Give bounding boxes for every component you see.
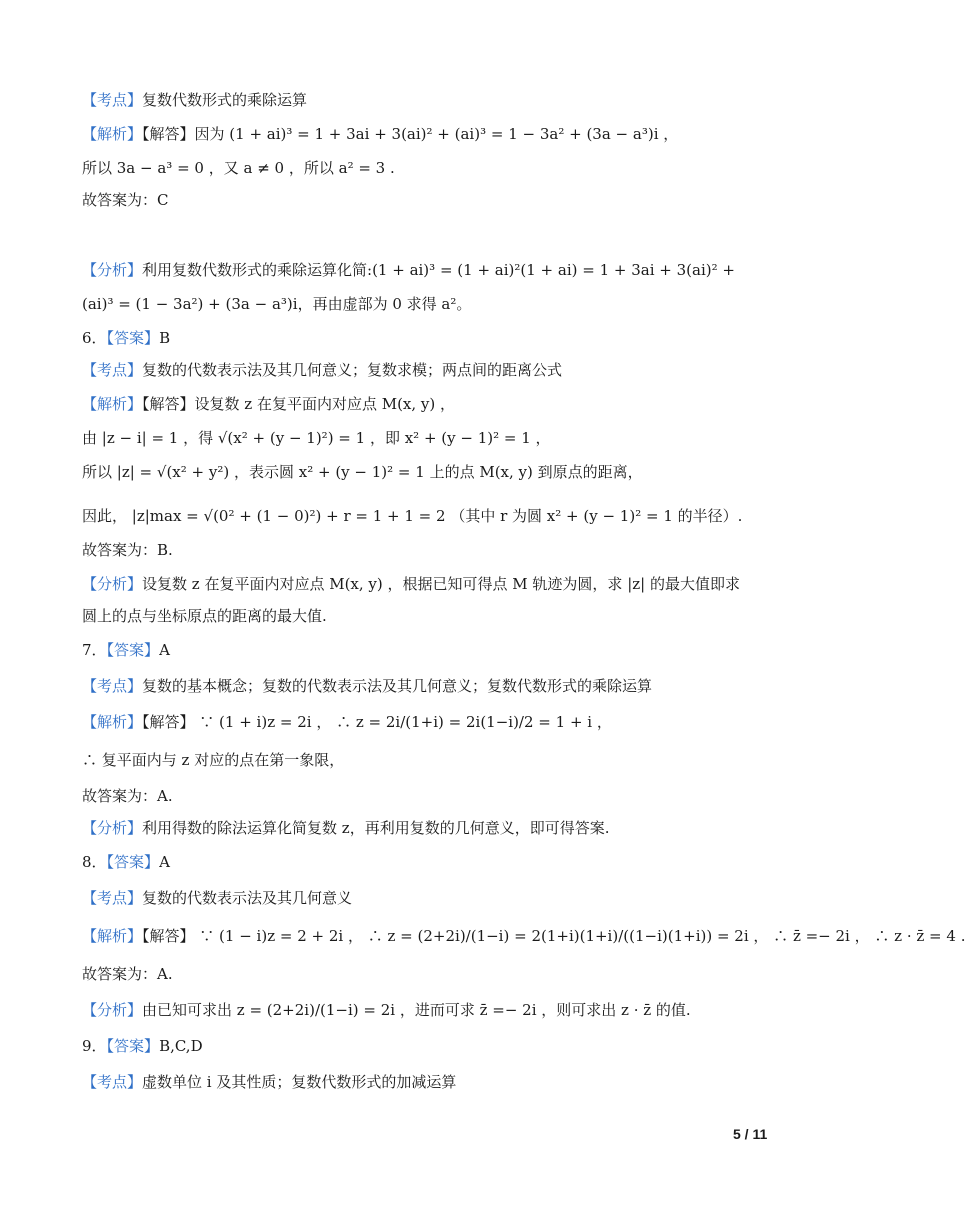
text-line (82, 926, 965, 946)
text-line (82, 750, 344, 770)
line-text: 虚数单位 i 及其性质；复数代数形式的加减运算 (142, 1073, 457, 1091)
line-text: 圆上的点与坐标原点的距离的最大值. (82, 607, 327, 625)
text-line (82, 506, 742, 526)
line-text: 所以 3a − a³ = 0 ，又 a ≠ 0 ，所以 a² = 3 . (82, 159, 395, 177)
text-line (82, 360, 562, 380)
line-text: 由已知可求出 z = (2+2i)/(1−i) = 2i ，进而可求 z̄ =− 2i ，则可求出 z · z̄ 的值. (142, 1001, 691, 1019)
text-line (82, 394, 455, 414)
line-text: 利用复数代数形式的乘除运算化简:(1 + ai)³ = (1 + ai)²(1 + ai) = 1 + 3ai + 3(ai)² + (142, 261, 735, 279)
line-text: 由 |z − i| = 1 ，得 √(x² + (y − 1)²) = 1 ，即 x² + (y − 1)² = 1 ， (82, 429, 551, 447)
section-tag: 【考点】 (82, 677, 143, 695)
text-line (82, 852, 170, 872)
line-text: 故答案为：C (82, 191, 169, 209)
text-line (82, 294, 471, 314)
section-tag: 【解析】 (82, 713, 143, 731)
section-tag: 【解析】 (82, 927, 143, 945)
section-tag: 【分析】 (82, 819, 143, 837)
line-text: A (159, 853, 170, 871)
text-line (82, 818, 609, 838)
text-line (82, 428, 551, 448)
text-line (82, 1072, 456, 1092)
question-number: 7． (82, 641, 107, 659)
section-tag: 【考点】 (82, 889, 143, 907)
text-line (82, 676, 652, 696)
line-text: 【解答】 ∵ (1 + i)z = 2i ， ∴ z = 2i/(1+i) = 2i(1−i)/2 = 1 + i ， (142, 713, 612, 731)
section-tag: 【考点】 (82, 1073, 143, 1091)
line-text: 故答案为：B. (82, 541, 173, 559)
section-tag: 【答案】 (106, 853, 160, 871)
line-text: 复数的代数表示法及其几何意义 (142, 889, 353, 907)
section-tag: 【答案】 (106, 1037, 160, 1055)
line-text: 利用得数的除法运算化简复数 z，再利用复数的几何意义，即可得答案. (142, 819, 610, 837)
text-line (82, 606, 327, 626)
line-text: 复数的基本概念；复数的代数表示法及其几何意义；复数代数形式的乘除运算 (142, 677, 653, 695)
text-line (82, 540, 173, 560)
section-tag: 【分析】 (82, 261, 143, 279)
line-text: 设复数 z 在复平面内对应点 M(x, y) ，根据已知可得点 M 轨迹为圆，求 |z| 的最大值即求 (142, 575, 740, 593)
question-number: 8． (82, 853, 107, 871)
question-number: 9． (82, 1037, 107, 1055)
text-line (82, 712, 612, 732)
line-text: A (159, 641, 170, 659)
line-text: 故答案为：A. (82, 787, 173, 805)
page-number: 5 / 11 (733, 1126, 768, 1142)
section-tag: 【解析】 (82, 395, 143, 413)
section-tag: 【答案】 (106, 641, 160, 659)
text-line (82, 574, 740, 594)
section-tag: 【考点】 (82, 91, 143, 109)
line-text: 故答案为：A. (82, 965, 173, 983)
line-text: 复数的代数表示法及其几何意义；复数求模；两点间的距离公式 (142, 361, 563, 379)
section-tag: 【考点】 (82, 361, 143, 379)
text-line (82, 964, 173, 984)
text-line (82, 888, 352, 908)
section-tag: 【解析】 (82, 125, 143, 143)
line-text: 因此， |z|max = √(0² + (1 − 0)²) + r = 1 + 1 = 2 （其中 r 为圆 x² + (y − 1)² = 1 的半径）. (82, 507, 743, 525)
text-line (82, 1036, 203, 1056)
text-line (82, 158, 395, 178)
line-text: 【解答】 ∵ (1 − i)z = 2 + 2i ， ∴ z = (2+2i)/(1−i) = 2(1+i)(1+i)/((1−i)(1+i)) = 2i ， ∴ z̄ =− 2i ， ∴ z · z̄ = 4 . (142, 927, 965, 945)
line-text: B (159, 329, 171, 347)
line-text: 所以 |z| = √(x² + y²) ，表示圆 x² + (y − 1)² = 1 上的点 M(x, y) 到原点的距离， (82, 463, 643, 481)
line-text: B,C,D (159, 1037, 203, 1055)
question-number: 6． (82, 329, 107, 347)
text-line (82, 124, 678, 144)
line-text: 复数代数形式的乘除运算 (142, 91, 308, 109)
line-text: (ai)³ = (1 − 3a²) + (3a − a³)i，再由虚部为 0 求得 a²。 (82, 295, 472, 313)
section-tag: 【分析】 (82, 575, 143, 593)
text-line (82, 1000, 691, 1020)
text-line (82, 190, 168, 210)
text-line (82, 90, 307, 110)
text-line (82, 260, 735, 280)
text-line (82, 786, 173, 806)
text-line (82, 640, 170, 660)
line-text: 【解答】因为 (1 + ai)³ = 1 + 3ai + 3(ai)² + (ai)³ = 1 − 3a² + (3a − a³)i ， (142, 125, 679, 143)
section-tag: 【答案】 (106, 329, 160, 347)
text-line (82, 462, 643, 482)
line-text: ∴ 复平面内与 z 对应的点在第一象限， (82, 751, 345, 769)
text-line (82, 328, 170, 348)
section-tag: 【分析】 (82, 1001, 143, 1019)
line-text: 【解答】设复数 z 在复平面内对应点 M(x, y) ， (142, 395, 456, 413)
